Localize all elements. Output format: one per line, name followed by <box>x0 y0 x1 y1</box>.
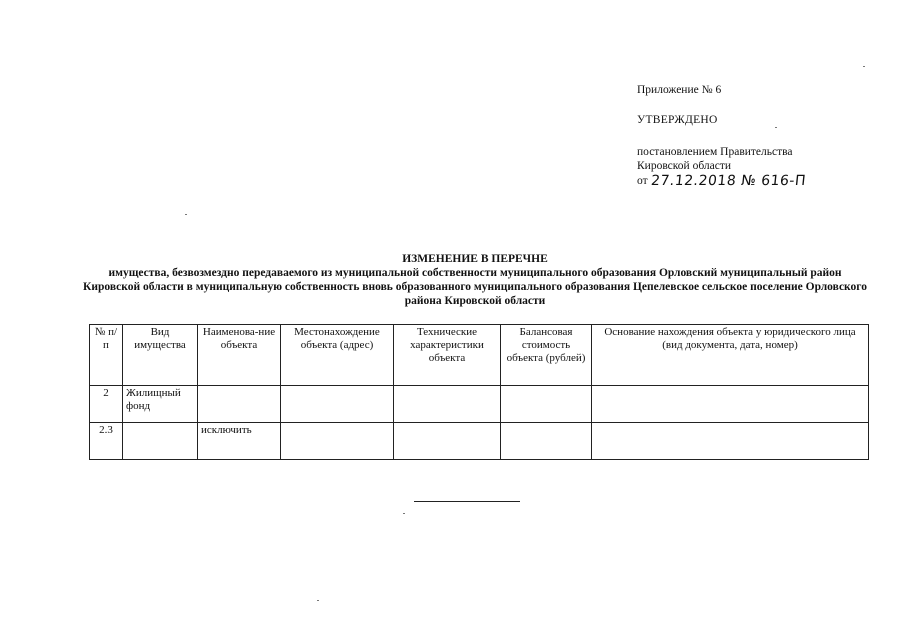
cell-location <box>281 423 394 460</box>
scan-speck <box>863 66 865 67</box>
approval-line-3 <box>637 173 805 188</box>
approval-line-2: Кировской области <box>637 160 732 172</box>
header-characteristics: Технические характеристики объекта <box>394 325 501 386</box>
cell-property-type: Жилищный фонд <box>123 386 198 423</box>
document-title: ИЗМЕНЕНИЕ В ПЕРЕЧНЕ <box>402 253 548 265</box>
cell-number: 2.3 <box>90 423 123 460</box>
header-number: № п/п <box>90 325 123 386</box>
scan-speck <box>185 214 187 215</box>
closing-separator-line <box>414 501 520 502</box>
header-balance-value: Балансовая стоимость объекта (рублей) <box>501 325 592 386</box>
approved-label: УТВЕРЖДЕНО <box>637 114 718 126</box>
cell-characteristics <box>394 386 501 423</box>
approval-from-prefix: от <box>637 175 651 187</box>
cell-characteristics <box>394 423 501 460</box>
title-block <box>80 252 870 308</box>
approval-block <box>637 83 805 188</box>
cell-property-type <box>123 423 198 460</box>
cell-legal-basis <box>592 423 869 460</box>
cell-number: 2 <box>90 386 123 423</box>
table-row <box>90 423 869 460</box>
cell-legal-basis <box>592 386 869 423</box>
header-legal-basis: Основание нахождения объекта у юридического лица (вид документа, дата, номер) <box>592 325 869 386</box>
scan-speck <box>403 513 405 514</box>
cell-object-name: исключить <box>198 423 281 460</box>
header-object-name: Наименова-ние объекта <box>198 325 281 386</box>
cell-location <box>281 386 394 423</box>
document-subtitle: имущества, безвозмездно передаваемого из муниципальной собственности муниципального образования Орловский муниципальный район Кировской области в муниципальную собственность вновь образованного муниципального образования Цепелевское сельское поселение Орловского района Кировской области <box>83 267 867 307</box>
property-table <box>89 324 869 460</box>
header-location: Местонахождение объекта (адрес) <box>281 325 394 386</box>
scan-speck <box>317 600 319 601</box>
cell-object-name <box>198 386 281 423</box>
approval-line-1: постановлением Правительства <box>637 146 793 158</box>
table-header-row <box>90 325 869 386</box>
appendix-number: Приложение № 6 <box>637 84 722 96</box>
header-property-type: Вид имущества <box>123 325 198 386</box>
scan-speck <box>775 127 777 128</box>
cell-balance-value <box>501 423 592 460</box>
table-row <box>90 386 869 423</box>
cell-balance-value <box>501 386 592 423</box>
handwritten-date-number: 27.12.2018 № 616-П <box>649 173 807 189</box>
